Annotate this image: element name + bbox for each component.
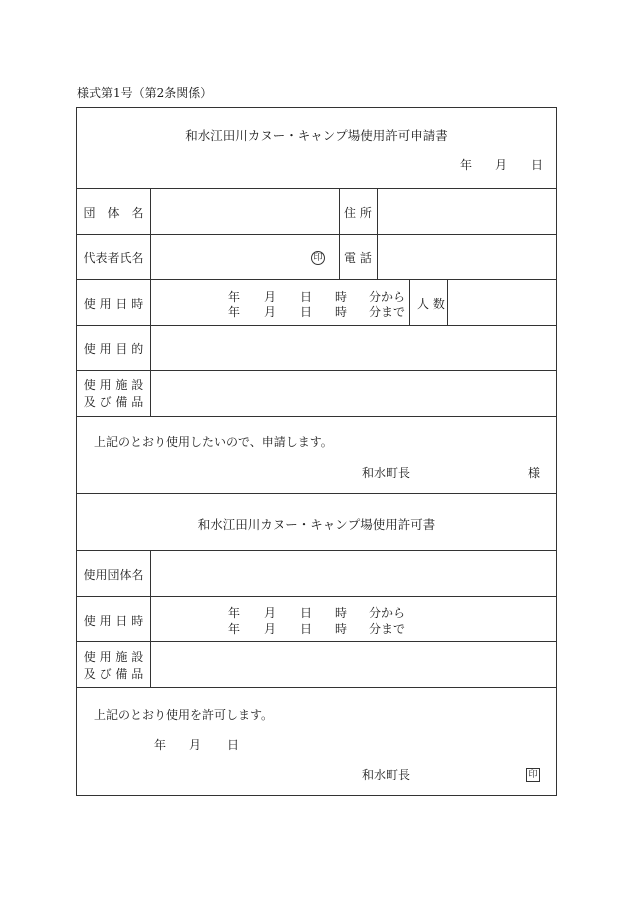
divider — [77, 596, 556, 597]
people-count-label: 人 数 — [417, 297, 445, 311]
end-day: 日 — [300, 305, 313, 319]
permit-date-day: 日 — [227, 738, 240, 752]
divider — [77, 550, 556, 551]
usage-purpose-field[interactable] — [157, 330, 552, 364]
end-month: 月 — [264, 305, 277, 319]
label-column-divider — [150, 188, 151, 416]
end-minute: 分まで — [369, 305, 406, 319]
permit-date-year: 年 — [154, 738, 167, 752]
representative-label: 代表者氏名 — [83, 251, 144, 265]
divider — [77, 370, 556, 371]
application-honorific: 様 — [528, 466, 541, 480]
people-divider — [409, 279, 410, 325]
facility-field[interactable] — [157, 375, 552, 409]
people-count-field[interactable] — [450, 284, 552, 318]
seal-icon: 印 — [311, 251, 325, 265]
people-divider — [447, 279, 448, 325]
form-number-label: 様式第1号（第2条関係） — [77, 86, 213, 100]
permit-start-minute: 分から — [369, 606, 406, 620]
permit-declaration: 上記のとおり使用を許可します。 — [94, 708, 274, 722]
permit-start-day: 日 — [300, 606, 313, 620]
official-seal-icon: 印 — [526, 768, 540, 782]
permit-end-month: 月 — [264, 622, 277, 636]
address-field[interactable] — [382, 194, 552, 228]
divider — [77, 687, 556, 688]
label-column-divider — [150, 550, 151, 687]
permit-facility-field[interactable] — [157, 646, 552, 680]
group-name-field[interactable] — [157, 194, 342, 228]
divider — [77, 416, 556, 417]
application-date-year: 年 — [460, 158, 473, 172]
permit-facility-label-line2: 及 び 備 品 — [83, 667, 144, 681]
permit-end-hour: 時 — [335, 622, 348, 636]
start-minute: 分から — [369, 290, 406, 304]
permit-start-month: 月 — [264, 606, 277, 620]
representative-field[interactable] — [157, 239, 317, 273]
start-hour: 時 — [335, 290, 348, 304]
permit-issuer: 和水町長 — [362, 768, 411, 782]
permit-facility-label-line1: 使 用 施 設 — [83, 650, 144, 664]
divider — [77, 279, 556, 280]
permit-datetime-label: 使 用 日 時 — [83, 614, 144, 628]
group-name-label: 団 体 名 — [83, 206, 144, 220]
facility-label-line2: 及 び 備 品 — [83, 395, 144, 409]
phone-label: 電 話 — [344, 251, 372, 265]
facility-label — [77, 377, 150, 411]
divider — [77, 234, 556, 235]
application-addressee: 和水町長 — [362, 466, 411, 480]
usage-purpose-label: 使 用 目 的 — [83, 342, 144, 356]
permit-start-hour: 時 — [335, 606, 348, 620]
application-declaration: 上記のとおり使用したいので、申請します。 — [94, 435, 333, 449]
permit-group-label: 使用団体名 — [83, 568, 144, 582]
usage-datetime-label: 使 用 日 時 — [83, 297, 144, 311]
start-year: 年 — [228, 290, 241, 304]
start-day: 日 — [300, 290, 313, 304]
permit-end-day: 日 — [300, 622, 313, 636]
address-phone-divider — [377, 188, 378, 279]
seal-mark — [311, 249, 325, 265]
end-hour: 時 — [335, 305, 348, 319]
permit-date-month: 月 — [189, 738, 202, 752]
permit-seal — [526, 766, 540, 782]
permit-start-year: 年 — [228, 606, 241, 620]
permit-title: 和水江田川カヌー・キャンプ場使用許可書 — [197, 517, 436, 532]
divider — [77, 641, 556, 642]
permit-end-minute: 分まで — [369, 622, 406, 636]
divider — [77, 188, 556, 189]
section-divider — [77, 493, 556, 494]
phone-field[interactable] — [382, 239, 552, 273]
facility-label-line1: 使 用 施 設 — [83, 378, 144, 392]
permit-group-field[interactable] — [157, 555, 552, 589]
application-title: 和水江田川カヌー・キャンプ場使用許可申請書 — [185, 128, 448, 143]
address-phone-divider — [339, 188, 340, 279]
address-label: 住 所 — [344, 206, 372, 220]
permit-facility-label — [77, 649, 150, 683]
divider — [77, 325, 556, 326]
end-year: 年 — [228, 305, 241, 319]
application-permit-form — [76, 107, 557, 796]
start-month: 月 — [264, 290, 277, 304]
application-date-day: 日 — [531, 158, 544, 172]
application-date-month: 月 — [495, 158, 508, 172]
permit-end-year: 年 — [228, 622, 241, 636]
